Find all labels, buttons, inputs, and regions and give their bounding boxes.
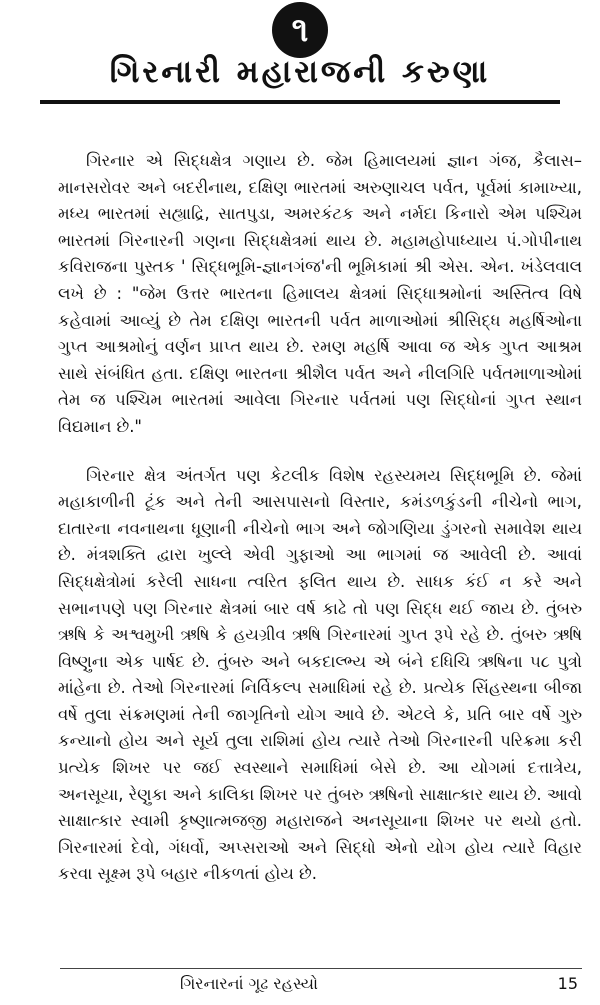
footer-divider <box>60 968 582 969</box>
body-text <box>58 148 582 888</box>
paragraph-1: ગિરનાર એ સિદ્ધક્ષેત્ર ગણાય છે. જેમ હિમાલયમાં જ્ઞાન ગંજ, કૈલાસ–માનસરોવર અને બદરીનાથ, દક્ષિણ ભારતમાં અરુણાચલ પર્વત, પૂર્વમાં કામાખ્યા, મધ્ય ભારતમાં સહ્યાદ્રિ, સાતપુડા, અમરકંટક અને નર્મદા કિનારો એમ પશ્ચિમ ભારતમાં ગિરનારની ગણના સિદ્ધક્ષેત્રમાં થાય છે. મહામહોપાધ્યાય પં.ગોપીનાથ કવિરાજના પુસ્તક ' સિદ્ધભૂમિ-જ્ઞાનગંજ'ની ભૂમિકામાં શ્રી એસ. એન. ખંડેલવાલ લખે છે : "જેમ ઉત્તર ભારતના હિમાલય ક્ષેત્રમાં સિદ્ધાશ્રમોનાં અસ્તિત્વ વિષે કહેવામાં આવ્યું છે તેમ દક્ષિણ ભારતની પર્વત માળાઓમાં શ્રીસિદ્ધ મહર્ષિઓના ગુપ્ત આશ્રમોનું વર્ણન પ્રાપ્ત થાય છે. રમણ મહર્ષિ આવા જ એક ગુપ્ત આશ્રમ સાથે સંબંધિત હતા. દક્ષિણ ભારતના શ્રીશૈલ પર્વત અને નીલગિરિ પર્વતમાળાઓમાં તેમ જ પશ્ચિમ ભારતમાં આવેલા ગિરનાર પર્વતમાં પણ સિદ્ધોનાં ગુપ્ત સ્થાન વિદ્યમાન છે." <box>58 151 582 436</box>
chapter-number: ૧ <box>291 10 309 50</box>
page-number: 15 <box>557 974 578 993</box>
paragraph-2: ગિરનાર ક્ષેત્ર અંતર્ગત પણ કેટલીક વિશેષ રહસ્યમય સિદ્ધભૂમિ છે. જેમાં મહાકાળીની ટૂંક અને તેની આસપાસનો વિસ્તાર, કમંડળકુંડની નીચેનો ભાગ, દાતારના નવનાથના ધૂણાની નીચેનો ભાગ અને જોગણિયા ડુંગરનો સમાવેશ થાય છે. મંત્રશક્તિ દ્વારા ખુલ્લે એવી ગુફાઓ આ ભાગમાં જ આવેલી છે. આવાં સિદ્ધક્ષેત્રોમાં કરેલી સાધના ત્વરિત ફલિત થાય છે. સાધક કંઈ ન કરે અને સભાનપણે પણ ગિરનાર ક્ષેત્રમાં બાર વર્ષ કાઢે તો પણ સિદ્ધ થઈ જાય છે. તુંબરુ ઋષિ કે અશ્વમુખી ઋષિ કે હયગ્રીવ ઋષિ ગિરનારમાં ગુપ્ત રૂપે રહે છે. તુંબરુ ઋષિ વિષ્ણુના એક પાર્ષદ છે. તુંબરુ અને બકદાલ્ભ્ય એ બંને દધિચિ ઋષિના ૫૮ પુત્રો માંહેના છે. તેઓ ગિરનારમાં નિર્વિકલ્પ સમાધિમાં રહે છે. પ્રત્યેક સિંહસ્થના બીજા વર્ષે તુલા સંક્રમણમાં તેની જાગૃતિનો યોગ આવે છે. એટલે કે, પ્રતિ બાર વર્ષે ગુરુ કન્યાનો હોય અને સૂર્ય તુલા રાશિમાં હોય ત્યારે તેઓ ગિરનારની પરિક્રમા કરી પ્રત્યેક શિખર પર જઈ સ્વસ્થાને સમાધિમાં બેસે છે. આ યોગમાં દત્તાત્રેય, અનસૂયા, રેણુકા અને કાલિકા શિખર પર તુંબરુ ઋષિનો સાક્ષાત્કાર થાય છે. આવો સાક્ષાત્કાર સ્વામી કૃષ્ણાત્મજજી મહારાજને અનસૂયાના શિખર પર થયો હતો. ગિરનારમાં દેવો, ગંધર્વો, અપ્સરાઓ અને સિદ્ધો એનો યોગ હોય ત્યારે વિહાર કરવા સૂક્ષ્મ રૂપે બહાર નીકળતાં હોય છે. <box>58 465 582 884</box>
chapter-title: ગિરનારી મહારાજની કરુણા <box>109 54 491 90</box>
footer-book-title: ગિરનારનાં ગૂઢ રહસ્યો <box>180 974 318 993</box>
chapter-number-badge <box>272 2 328 58</box>
title-underline <box>40 100 560 104</box>
